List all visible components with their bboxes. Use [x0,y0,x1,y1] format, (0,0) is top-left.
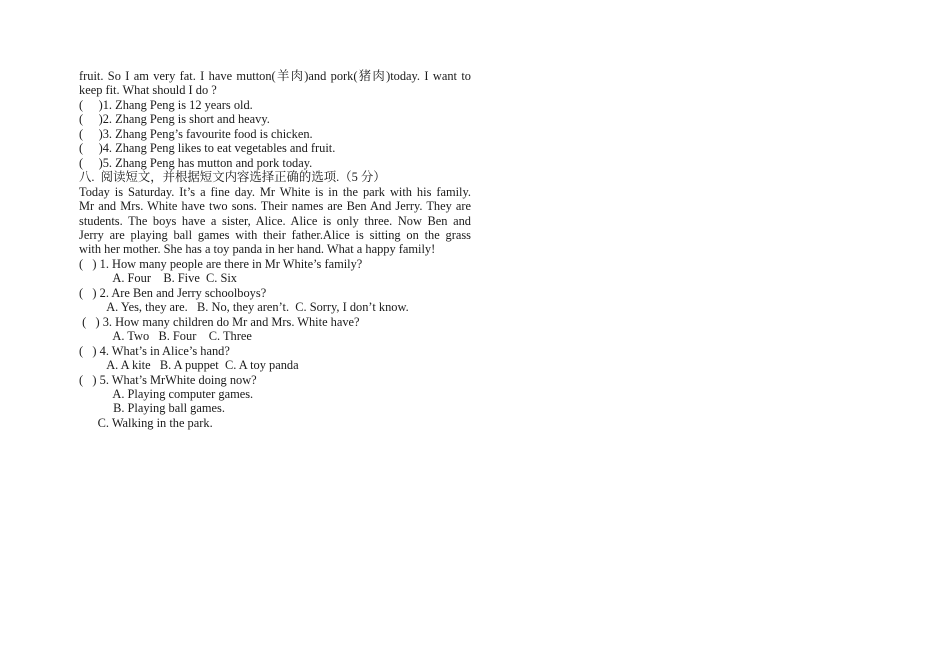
text-column [79,69,471,430]
question-3-options: A. Two B. Four C. Three [79,329,252,344]
section-eight-heading: 八. 阅读短文，并根据短文内容选择正确的选项.（5 分） [79,170,386,185]
true-false-item: ( )5. Zhang Peng has mutton and pork today. [79,155,313,170]
question-2-options: A. Yes, they are. B. No, they aren’t. C. Sorry, I don’t know. [79,300,409,315]
question-5-option-a: A. Playing computer games. [79,386,254,401]
question-4: ( ) 4. What’s in Alice’s hand? [79,343,230,358]
passage-two-line: Jerry are playing ball games with their father.Alice is sitting on the grass [79,227,471,242]
passage-two-line: Today is Saturday. It’s a fine day. Mr White is in the park with his family. [79,184,471,199]
true-false-item: ( )2. Zhang Peng is short and heavy. [79,112,270,127]
passage-two-line: with her mother. She has a toy panda in her hand. What a happy family! [79,242,436,257]
true-false-item: ( )3. Zhang Peng’s favourite food is chicken. [79,126,313,141]
question-1-options: A. Four B. Five C. Six [79,271,238,286]
true-false-item: ( )4. Zhang Peng likes to eat vegetables and fruit. [79,141,336,156]
question-5: ( ) 5. What’s MrWhite doing now? [79,372,257,387]
true-false-item: ( )1. Zhang Peng is 12 years old. [79,97,253,112]
question-2: ( ) 2. Are Ben and Jerry schoolboys? [79,285,267,300]
passage-two-line: students. The boys have a sister, Alice. Alice is only three. Now Ben and [79,213,471,228]
question-1: ( ) 1. How many people are there in Mr White’s family? [79,256,363,271]
question-4-options: A. A kite B. A puppet C. A toy panda [79,358,299,373]
passage-one-line: keep fit. What should I do ? [79,83,217,98]
passage-two-line: Mr and Mrs. White have two sons. Their names are Ben And Jerry. They are [79,199,471,214]
question-3: ( ) 3. How many children do Mr and Mrs. White have? [79,314,360,329]
question-5-option-c: C. Walking in the park. [79,415,213,430]
question-5-option-b: B. Playing ball games. [79,401,225,416]
passage-one-line: fruit. So I am very fat. I have mutton(羊肉)and pork(猪肉)today. I want to [79,69,471,83]
